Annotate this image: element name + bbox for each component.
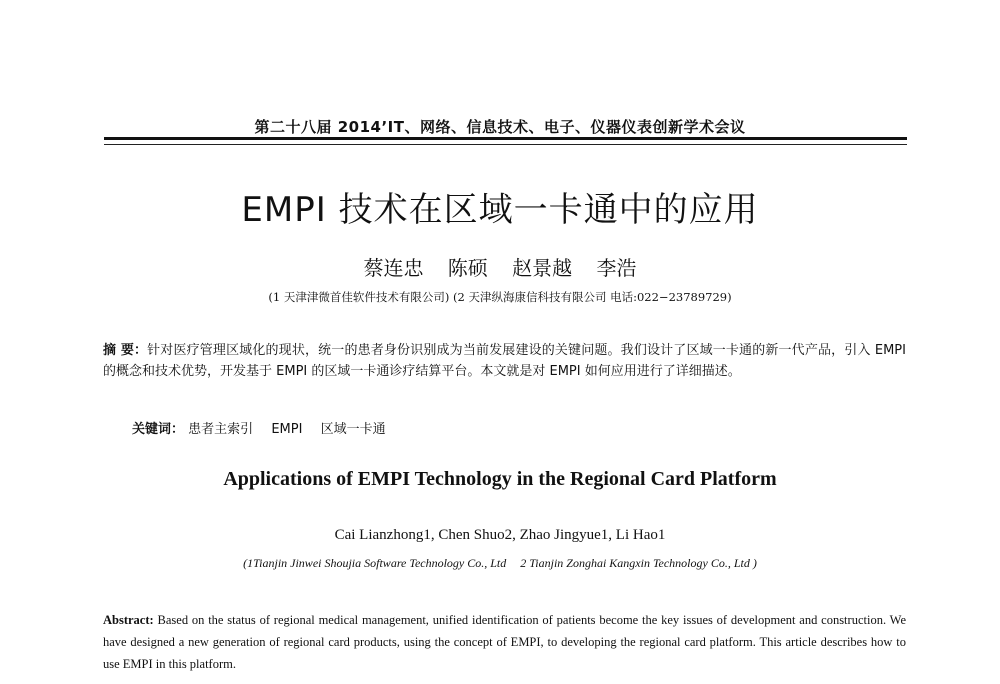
header-rule-thick (104, 137, 907, 140)
chinese-keywords (132, 418, 892, 437)
chinese-abstract-text: 针对医疗管理区域化的现状，统一的患者身份识别成为当前发展建设的关键问题。我们设计了区域一卡通的新一代产品，引入 EMPI 的概念和技术优势，开发基于 EMPI 的区域一卡通诊疗结算平台。本文就是对 EMPI 如何应用进行了详细描述。 (103, 343, 906, 379)
chinese-authors: 蔡连忠 陈硕 赵景越 李浩 (363, 256, 637, 280)
english-affiliations (0, 556, 1000, 571)
chinese-title: EMPI 技术在区域一卡通中的应用 (241, 190, 759, 230)
keyword-item: 区域一卡通 (320, 422, 386, 437)
english-title: Applications of EMPI Technology in the Regional Card Platform (223, 468, 777, 490)
english-affiliation-1: (1Tianjin Jinwei Shoujia Software Technology Co., Ltd (243, 556, 507, 570)
english-affiliation-2: 2 Tianjin Zonghai Kangxin Technology Co., Ltd ) (520, 556, 757, 570)
english-abstract-label: Abstract: (103, 613, 154, 627)
header-rule-thin (104, 144, 907, 145)
english-abstract-text: Based on the status of regional medical management, unified identification of patients become the key issues of development and construction. We have designed a new generation of regional card products, using the concept of EMPI, to developing the regional card platform. This article describes how to use EMPI in this platform. (103, 613, 907, 671)
chinese-abstract-label: 摘 要： (103, 343, 148, 358)
english-abstract (103, 609, 906, 675)
chinese-keywords-label: 关键词： (132, 422, 185, 437)
conference-header: 第二十八届 2014’IT、网络、信息技术、电子、仪器仪表创新学术会议 (254, 118, 746, 136)
keyword-item: EMPI (271, 422, 303, 437)
chinese-affiliations: (1 天津津微首佳软件技术有限公司) (2 天津纵海康信科技有限公司 电话:022−23789729) (268, 290, 732, 304)
keyword-item: 患者主索引 (188, 422, 254, 437)
chinese-abstract (103, 340, 906, 382)
english-authors: Cai Lianzhong1, Chen Shuo2, Zhao Jingyue1, Li Hao1 (334, 527, 666, 543)
